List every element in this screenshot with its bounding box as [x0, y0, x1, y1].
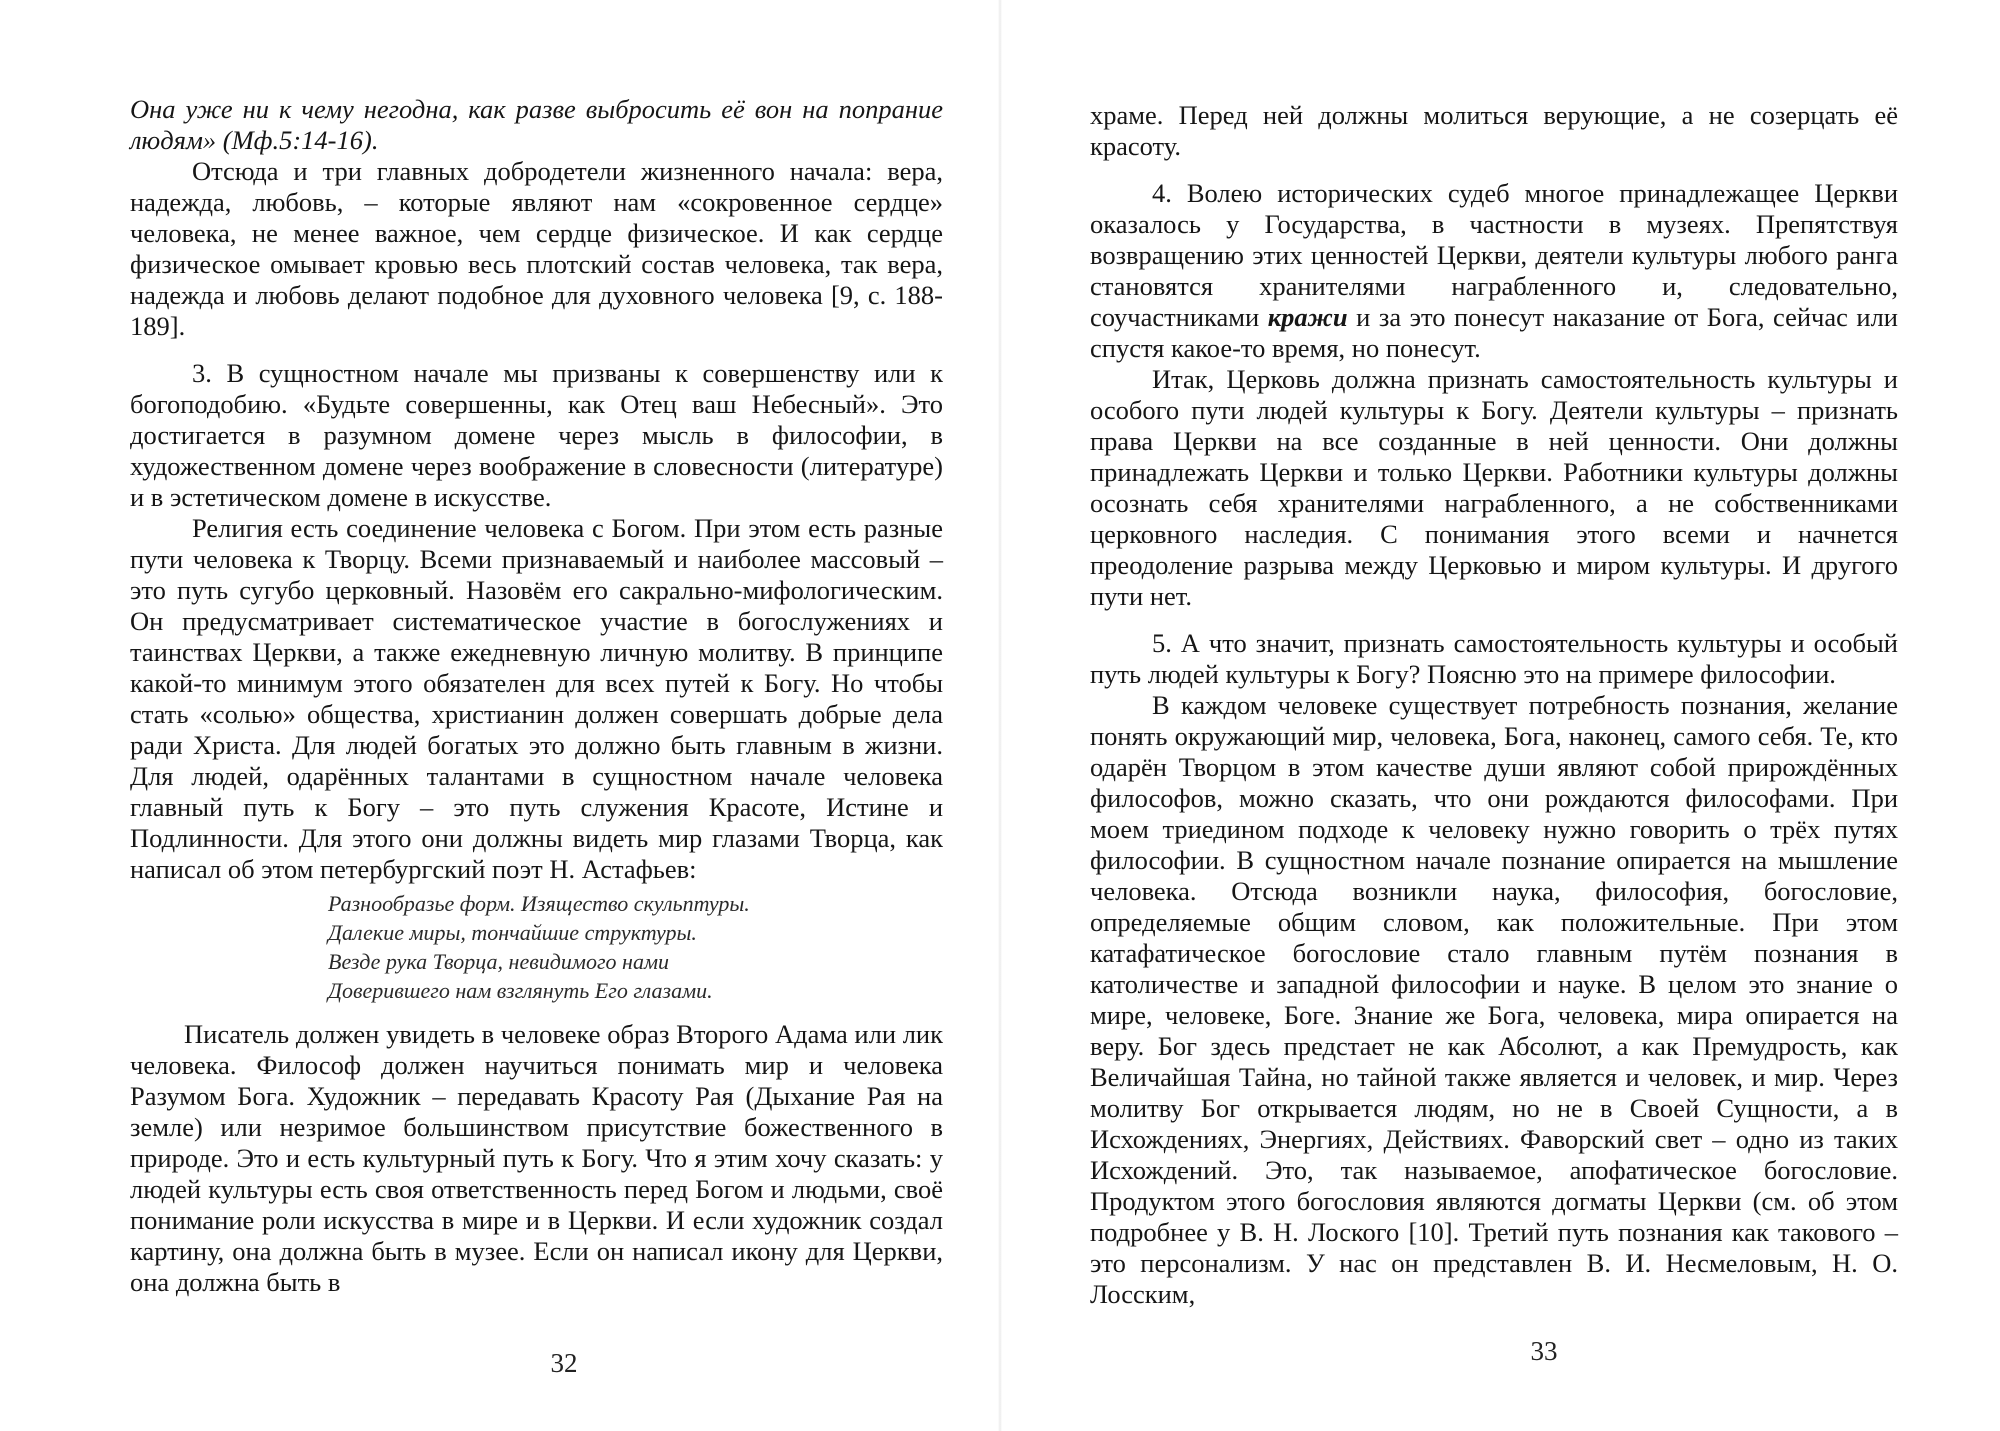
right-paragraph-1: храме. Перед ней должны молиться верующие, а не созерцать её красоту. [1090, 100, 1898, 161]
left-paragraph-5: Писатель должен увидеть в человеке образ Второго Адама или лик человека. Философ должен научиться понимать мир и человека Разумом Бога. Художник – передавать Красоту Рая (Дыхание Рая на земле) или незримое большинством присутствие божественного в природе. Это и есть культурный путь к Богу. Что я этим хочу сказать: у людей культуры есть своя ответственность перед Богом и людьми, своё понимание роли искусства в мире и в Церкви. И если художник создал картину, она должна быть в музее. Если он написал икону для Церкви, она должна быть в [130, 1019, 943, 1297]
poem-line-2: Далекие миры, тончайшие структуры. [328, 920, 697, 945]
right-page-text-column [1090, 100, 1898, 1310]
poem-line-1: Разнообразье форм. Изящество скульптуры. [328, 891, 750, 916]
left-paragraph-1-reference: (Мф.5:14-16). [216, 125, 379, 155]
right-paragraph-2 [1090, 178, 1898, 364]
right-page-number: 33 [1530, 1336, 1558, 1366]
left-page-text-column [130, 94, 943, 1298]
left-paragraph-3: 3. В сущностном начале мы призваны к совершенству или к богоподобию. «Будьте совершенны, как Отец ваш Небесный». Это достигается в разумном домене через мысль в философии, в художественном домене через воображение в словесности (литературе) и в эстетическом домене в искусстве. [130, 358, 943, 512]
poem-quote [328, 889, 943, 1005]
left-paragraph-1-quote: Она уже ни к чему негодна, как разве выбросить её вон на попрание людям» [130, 94, 943, 155]
right-paragraph-3: Итак, Церковь должна признать самостоятельность культуры и особого пути людей культуры к Богу. Деятели культуры – признать права Церкви на все созданные в ней ценности. Они должны принадлежать Церкви и только Церкви. Работники культуры должны осознать себя хранителями награбленного, а не собственниками церковного наследия. С понимания этого всеми и начнется преодоление разрыва между Церковью и миром культуры. И другого пути нет. [1090, 364, 1898, 611]
right-paragraph-5: В каждом человеке существует потребность познания, желание понять окружающий мир, человека, Бога, наконец, самого себя. Те, кто одарён Творцом в этом качестве души являют собой прирождённых философов, можно сказать, что они рождаются философами. При моем триедином подходе к человеку нужно говорить о трёх путях философии. В сущностном начале познание опирается на мышление человека. Отсюда возникли наука, философия, богословие, определяемые общим словом, как положительные. При этом катафатическое богословие стало главным путём познания в католичестве и западной философии и науке. В целом это знание о мире, человеке, Боге. Знание же Бога, человека, мира опирается на веру. Бог здесь предстает не как Абсолют, а как Премудрость, как Величайшая Тайна, но тайной также является и человек, и мир. Через молитву Бог открывается людям, но не в Своей Сущности, а в Исхождениях, Энергиях, Действиях. Фаворский свет – одно из таких Исхождений. Это, так называемое, апофатическое богословие. Продуктом этого богословия являются догматы Церкви (см. об этом подробнее у В. Н. Лоского [10]. Третий путь познания как такового – это персонализм. У нас он представлен В. И. Несмеловым, Н. О. Лосским, [1090, 690, 1898, 1309]
left-paragraph-1 [130, 94, 943, 156]
poem-line-3: Везде рука Творца, невидимого нами [328, 949, 669, 974]
left-paragraph-2: Отсюда и три главных добродетели жизненного начала: вера, надежда, любовь, – которые являют нам «сокровенное сердце» человека, не менее важное, чем сердце физическое. И как сердце физическое омывает кровью весь плотский состав человека, так вера, надежда и любовь делают подобное для духовного человека [9, с. 188-189]. [130, 156, 943, 341]
poem-line-4: Доверившего нам взглянуть Его глазами. [328, 978, 713, 1003]
right-paragraph-4: 5. А что значит, признать самостоятельность культуры и особый путь людей культуры к Богу? Поясню это на примере философии. [1090, 628, 1898, 689]
left-page-number: 32 [550, 1348, 578, 1378]
left-paragraph-4: Религия есть соединение человека с Богом. При этом есть разные пути человека к Творцу. Всеми признаваемый и наиболее массовый – это путь сугубо церковный. Назовём его сакрально-мифологическим. Он предусматривает систематическое участие в богослужениях и таинствах Церкви, а также ежедневную личную молитву. В принципе какой-то минимум этого обязателен для всех путей к Богу. Но чтобы стать «солью» общества, христианин должен совершать добрые дела ради Христа. Для людей богатых это должно быть главным в жизни. Для людей, одарённых талантами в сущностном начале человека главный путь к Богу – это путь служения Красоте, Истине и Подлинности. Для этого они должны видеть мир глазами Творца, как написал об этом петербургский поэт Н. Астафьев: [130, 513, 943, 884]
right-paragraph-2-end: и за это понесут наказание от Бога, сейчас или спустя какое-то время, но понесут. [1090, 302, 1898, 363]
right-page [1000, 0, 2000, 1431]
right-paragraph-2-emphasis: кражи [1267, 302, 1348, 332]
right-paragraph-2-start: 4. Волею исторических судеб многое принадлежащее Церкви оказалось у Государства, в частности в музеях. Препятствуя возвращению этих ценностей Церкви, деятели культуры любого ранга становятся хранителями награбленного и, следовательно, соучастниками [1090, 178, 1898, 332]
